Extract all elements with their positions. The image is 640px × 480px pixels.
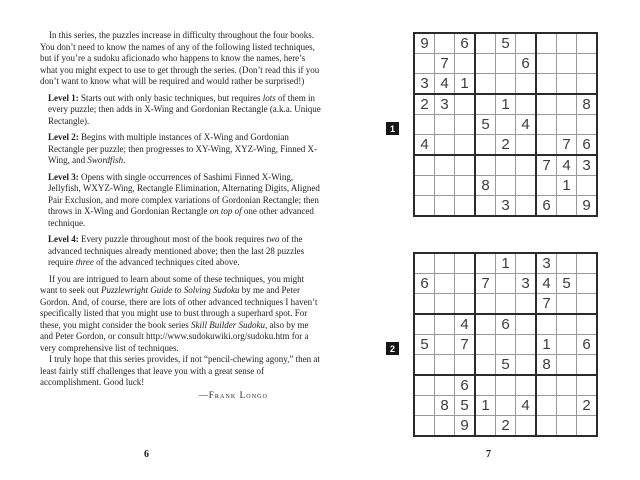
sudoku-cell: 7 (557, 135, 577, 156)
sudoku-cell (455, 294, 476, 315)
sudoku-cell (516, 375, 537, 396)
sudoku-cell (475, 155, 496, 176)
sudoku-cell (475, 54, 496, 74)
sudoku-cell (577, 54, 598, 74)
sudoku-cell: 8 (536, 355, 557, 376)
sudoku-cell: 6 (577, 135, 598, 156)
sudoku-cell (557, 355, 577, 376)
sudoku-cell (557, 253, 577, 274)
sudoku-cell (435, 196, 455, 217)
sudoku-cell: 1 (536, 335, 557, 355)
sudoku-cell (435, 294, 455, 315)
sudoku-cell (557, 74, 577, 95)
sudoku-cell (475, 335, 496, 355)
sudoku-cell (516, 355, 537, 376)
sudoku-cell (577, 274, 598, 294)
sudoku-cell (435, 375, 455, 396)
paragraph: Level 4: Every puzzle throughout most of the book requires two of the advanced techniques already mentioned above; then the last 28 puzzles require three of the advanced techniques cited above. (48, 234, 305, 267)
sudoku-cell: 7 (536, 294, 557, 315)
sudoku-cell: 8 (435, 396, 455, 416)
sudoku-cell: 6 (496, 314, 516, 335)
sudoku-cell: 1 (496, 94, 516, 115)
sudoku-cell (557, 54, 577, 74)
sudoku-cell: 6 (414, 274, 435, 294)
sudoku-cell (496, 155, 516, 176)
sudoku-cell (577, 375, 598, 396)
paragraph: Level 2: Begins with multiple instances of X-Wing and Gordonian Rectangle per puzzle; then progresses to XY-Wing, XYZ-Wing, Finned X-Wing, and Swordfish. (48, 132, 317, 165)
sudoku-cell (496, 74, 516, 95)
sudoku-cell: 3 (516, 274, 537, 294)
sudoku-cell (557, 416, 577, 437)
sudoku-cell (475, 74, 496, 95)
sudoku-cell: 6 (455, 33, 476, 54)
sudoku-cell (577, 74, 598, 95)
sudoku-cell (577, 33, 598, 54)
sudoku-cell (557, 294, 577, 315)
sudoku-cell (516, 135, 537, 156)
sudoku-cell (496, 396, 516, 416)
sudoku-cell (496, 375, 516, 396)
sudoku-cell (536, 375, 557, 396)
sudoku-cell: 5 (414, 335, 435, 355)
sudoku-cell: 6 (577, 335, 598, 355)
sudoku-cell (475, 294, 496, 315)
paragraph: If you are intrigued to learn about some of these techniques, you might want to seek out Puzzlewright Guide to Solving Sudoku by me and Peter Gordon. And, of course, there are lots of other advanced techniques I haven’t specifically listed that you might use to bust through a superhard spot. For these, you might consider the book series Skill Builder Sudoku, also by me and Peter Gordon, or consult http://www.sudokuwiki.org/sudoku.htm for a very comprehensive list of techniques. (40, 273, 318, 353)
sudoku-cell: 7 (435, 54, 455, 74)
sudoku-cell: 7 (455, 335, 476, 355)
sudoku-cell: 2 (577, 396, 598, 416)
sudoku-cell (414, 54, 435, 74)
sudoku-cell: 4 (516, 396, 537, 416)
sudoku-cell (455, 115, 476, 135)
sudoku-cell (414, 416, 435, 437)
sudoku-cell (414, 196, 435, 217)
sudoku-cell (557, 115, 577, 135)
sudoku-cell: 2 (496, 416, 516, 437)
sudoku-cell: 2 (496, 135, 516, 156)
sudoku-cell (435, 176, 455, 196)
sudoku-cell (475, 94, 496, 115)
sudoku-cell: 5 (496, 355, 516, 376)
sudoku-cell: 1 (475, 396, 496, 416)
sudoku-cell (577, 314, 598, 335)
sudoku-cell: 6 (536, 196, 557, 217)
sudoku-cell (475, 135, 496, 156)
sudoku-cell (577, 294, 598, 315)
sudoku-cell (577, 176, 598, 196)
sudoku-cell (414, 396, 435, 416)
sudoku-cell: 3 (414, 74, 435, 95)
sudoku-cell (536, 115, 557, 135)
sudoku-cell (435, 274, 455, 294)
sudoku-cell (516, 196, 537, 217)
sudoku-cell (414, 314, 435, 335)
puzzle-1-label: 1 (386, 122, 399, 135)
sudoku-cell (557, 94, 577, 115)
sudoku-cell: 5 (557, 274, 577, 294)
sudoku-cell (516, 253, 537, 274)
sudoku-cell: 4 (536, 274, 557, 294)
sudoku-cell (536, 416, 557, 437)
sudoku-cell (536, 74, 557, 95)
paragraph: I truly hope that this series provides, if not “pencil-chewing agony,” then at least fairly stiff challenges that leave you with a great sense of accomplishment. Good luck! (40, 354, 320, 387)
sudoku-cell: 5 (475, 115, 496, 135)
sudoku-cell (475, 314, 496, 335)
sudoku-cell (496, 115, 516, 135)
sudoku-cell (516, 335, 537, 355)
paragraph: Level 3: Opens with single occurrences of Sashimi Finned X-Wing, Jellyfish, WXYZ-Wing, Rectangle Elimination, Alternating Digits, Aligned Pair Exclusion, and more complex variations of Gordonian Rectangle; then throws in X-Wing and Gordonian Rectangle on top of one other advanced technique. (48, 171, 320, 228)
sudoku-cell: 5 (496, 33, 516, 54)
sudoku-cell (516, 416, 537, 437)
sudoku-cell (536, 135, 557, 156)
sudoku-cell (496, 54, 516, 74)
sudoku-cell: 6 (455, 375, 476, 396)
sudoku-cell (516, 74, 537, 95)
sudoku-cell (455, 196, 476, 217)
sudoku-cell (516, 155, 537, 176)
sudoku-cell (435, 335, 455, 355)
sudoku-cell (516, 294, 537, 315)
sudoku-cell (414, 155, 435, 176)
sudoku-cell (536, 33, 557, 54)
sudoku-cell: 3 (435, 94, 455, 115)
sudoku-cell (455, 155, 476, 176)
author-signature: —Frank Longo (198, 389, 268, 400)
sudoku-cell (516, 176, 537, 196)
sudoku-cell (414, 355, 435, 376)
sudoku-cell: 7 (536, 155, 557, 176)
sudoku-cell (577, 355, 598, 376)
sudoku-cell (496, 335, 516, 355)
sudoku-cell (557, 335, 577, 355)
sudoku-cell (516, 314, 537, 335)
paragraph: Level 1: Starts out with only basic techniques, but requires lots of them in every puzzle; then adds in X-Wing and Gordonian Rectangle (a.k.a. Unique Rectangle). (48, 92, 321, 126)
sudoku-cell (455, 94, 476, 115)
sudoku-cell: 1 (496, 253, 516, 274)
sudoku-cell (577, 115, 598, 135)
sudoku-cell (435, 355, 455, 376)
sudoku-cell (536, 94, 557, 115)
left-page-text (40, 30, 322, 401)
sudoku-cell (516, 94, 537, 115)
sudoku-cell: 9 (414, 33, 435, 54)
sudoku-cell (577, 416, 598, 437)
sudoku-cell (557, 375, 577, 396)
sudoku-cell (414, 375, 435, 396)
sudoku-cell (475, 355, 496, 376)
sudoku-cell (414, 176, 435, 196)
sudoku-cell (455, 54, 476, 74)
sudoku-cell (536, 176, 557, 196)
sudoku-cell: 9 (577, 196, 598, 217)
sudoku-cell: 4 (455, 314, 476, 335)
paragraph: In this series, the puzzles increase in difficulty throughout the four books. You don’t need to know the names of any of the following listed techniques, but if you’re a sudoku aficionado who happens to know the names, here’s what you might expect to use to get through the series. (Don’t read this if you don’t want to know what will be required and would rather be surprised!) (40, 30, 320, 86)
sudoku-cell (435, 135, 455, 156)
sudoku-cell (435, 155, 455, 176)
sudoku-cell (536, 314, 557, 335)
sudoku-cell: 2 (414, 94, 435, 115)
sudoku-cell (516, 33, 537, 54)
sudoku-cell: 7 (475, 274, 496, 294)
sudoku-cell (455, 135, 476, 156)
sudoku-cell (414, 294, 435, 315)
sudoku-cell: 8 (577, 94, 598, 115)
sudoku-cell: 1 (557, 176, 577, 196)
sudoku-cell (435, 115, 455, 135)
sudoku-cell (414, 253, 435, 274)
sudoku-cell (455, 176, 476, 196)
sudoku-cell: 1 (455, 74, 476, 95)
sudoku-cell (435, 33, 455, 54)
sudoku-cell: 3 (536, 253, 557, 274)
sudoku-cell (496, 176, 516, 196)
sudoku-cell (557, 33, 577, 54)
sudoku-cell (577, 253, 598, 274)
sudoku-cell (455, 274, 476, 294)
sudoku-cell (557, 396, 577, 416)
sudoku-cell: 9 (455, 416, 476, 437)
sudoku-cell (435, 253, 455, 274)
sudoku-grid (413, 252, 598, 437)
sudoku-cell: 6 (516, 54, 537, 74)
sudoku-cell (475, 33, 496, 54)
sudoku-cell (455, 253, 476, 274)
page-number-left: 6 (144, 449, 149, 460)
sudoku-cell (475, 375, 496, 396)
sudoku-cell (475, 416, 496, 437)
sudoku-cell: 4 (516, 115, 537, 135)
sudoku-cell: 3 (577, 155, 598, 176)
sudoku-cell (557, 314, 577, 335)
sudoku-cell: 4 (557, 155, 577, 176)
sudoku-cell (435, 314, 455, 335)
sudoku-cell (496, 274, 516, 294)
sudoku-cell (475, 196, 496, 217)
sudoku-cell (414, 115, 435, 135)
sudoku-cell: 8 (475, 176, 496, 196)
sudoku-cell (435, 416, 455, 437)
sudoku-cell: 5 (455, 396, 476, 416)
sudoku-cell (496, 294, 516, 315)
sudoku-cell: 3 (496, 196, 516, 217)
sudoku-cell (557, 196, 577, 217)
sudoku-cell: 4 (435, 74, 455, 95)
sudoku-cell (536, 54, 557, 74)
puzzle-2-label: 2 (386, 342, 399, 355)
sudoku-cell: 4 (414, 135, 435, 156)
page-number-right: 7 (486, 449, 491, 460)
sudoku-cell (536, 396, 557, 416)
sudoku-cell (455, 355, 476, 376)
sudoku-grid (413, 32, 598, 217)
sudoku-cell (475, 253, 496, 274)
